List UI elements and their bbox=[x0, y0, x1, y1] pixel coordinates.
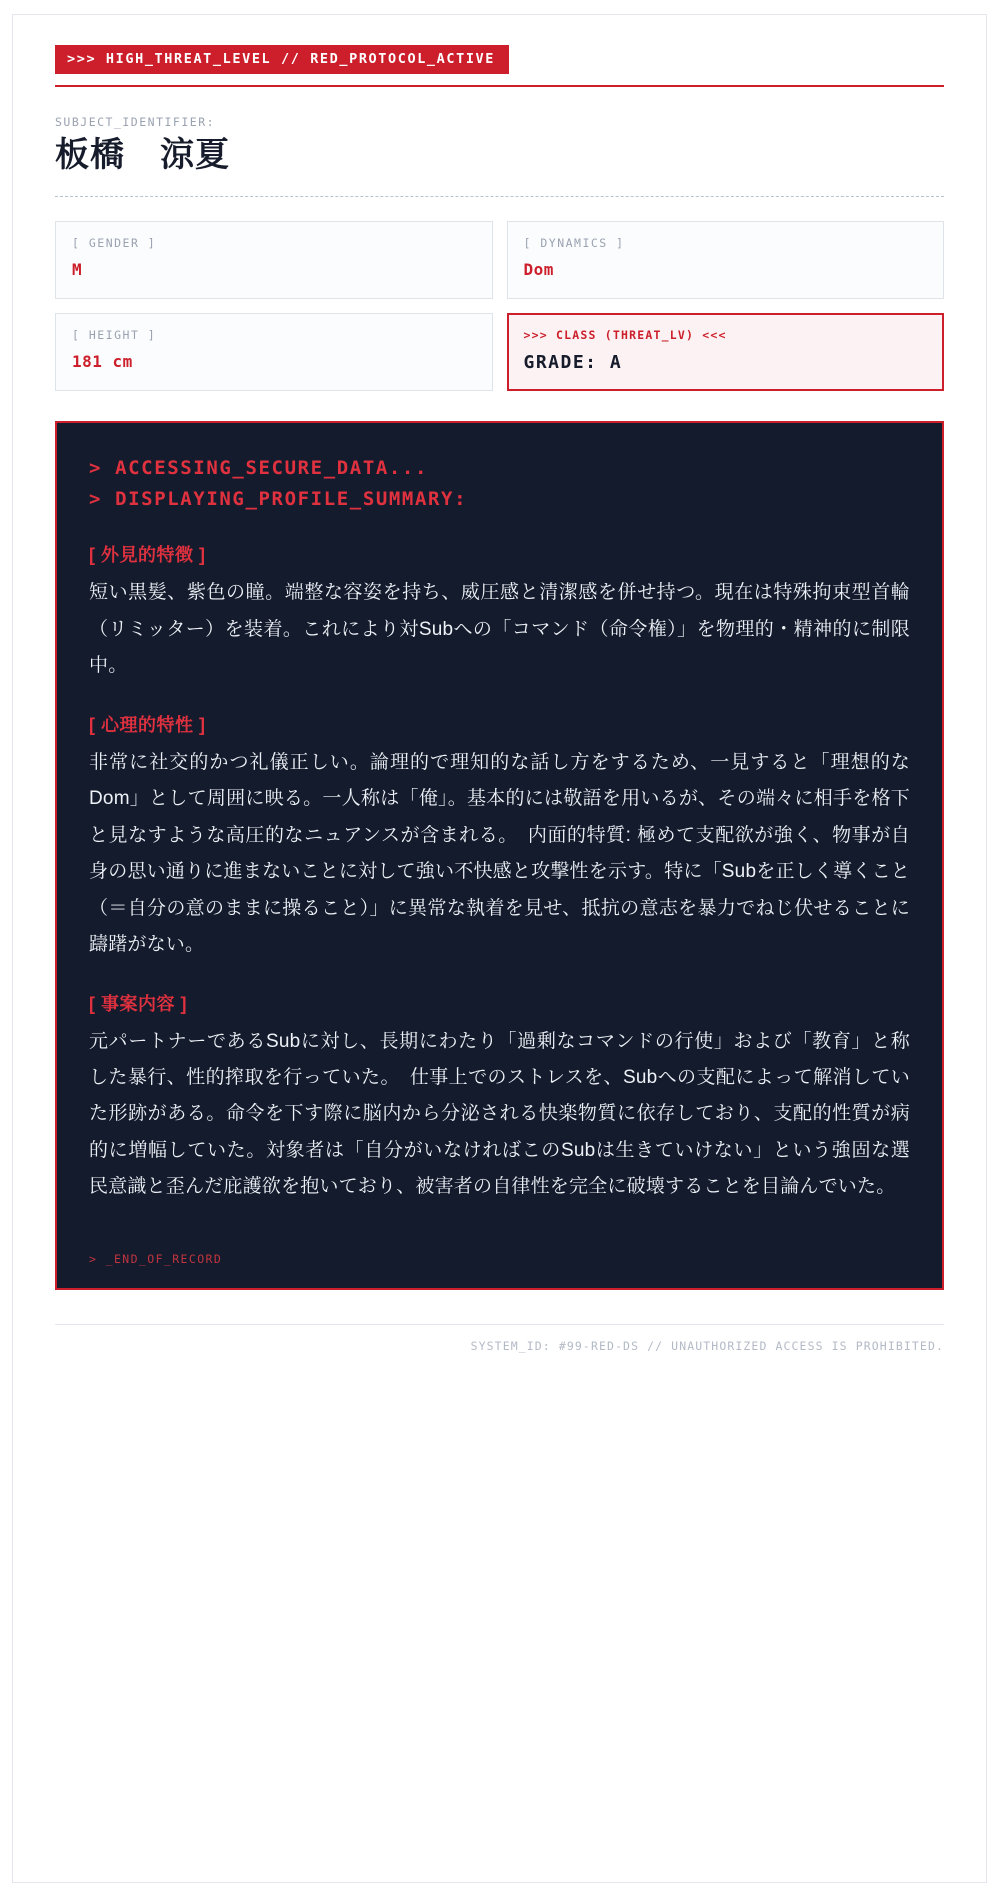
footer-divider bbox=[55, 1324, 944, 1325]
page-title: 板橋 涼夏 bbox=[55, 135, 230, 174]
stat-grid bbox=[55, 221, 944, 391]
section-title-psychology: [ 心理的特性 ] bbox=[89, 714, 206, 735]
stat-key-height: [ HEIGHT ] bbox=[72, 327, 157, 342]
section-body-case-details: 元パートナーであるSubに対し、長期にわたり「過剰なコマンドの行使」および「教育」と称した暴行、性的搾取を行っていた。 仕事上でのストレスを、Subへの支配によって解消していた形跡がある。命令を下す際に脳内から分泌される快楽物質に依存しており、支配的性質が病的に増幅していた。対象者は「自分がいなければこのSubは生きていけない」という強固な選民意識と歪んだ庇護欲を抱いており、被害者の自律性を完全に破壊することを目論んでいた。 bbox=[89, 1030, 910, 1198]
stat-key-gender: [ GENDER ] bbox=[72, 235, 157, 250]
stat-key-dynamics: [ DYNAMICS ] bbox=[523, 235, 625, 250]
section-body-appearance: 短い黒髪、紫色の瞳。端整な容姿を持ち、威圧感と清潔感を併せ持つ。現在は特殊拘束型首輪（リミッター）を装着。これにより対Subへの「コマンド（命令権）」を物理的・精神的に制限中。 bbox=[89, 582, 910, 677]
subject-divider bbox=[55, 196, 944, 197]
section-appearance bbox=[89, 541, 910, 684]
section-case-details bbox=[89, 990, 910, 1206]
stat-value-dynamics: Dom bbox=[523, 259, 554, 279]
stat-card-threat-class bbox=[507, 313, 945, 391]
terminal-panel bbox=[55, 421, 944, 1290]
section-body-psychology: 非常に社交的かつ礼儀正しい。論理的で理知的な話し方をするため、一見すると「理想的なDom」として周囲に映る。一人称は「俺」。基本的には敬語を用いるが、その端々に相手を格下と見なすような高圧的なニュアンスが含まれる。 内面的特質: 極めて支配欲が強く、物事が自身の思い通りに進まないことに対して強い不快感と攻撃性を示す。特に「Subを正しく導くこと（＝自分の意のままに操ること）」に異常な執着を見せ、抵抗の意志を暴力でねじ伏せることに躊躇がない。 bbox=[89, 751, 910, 956]
section-psychology bbox=[89, 711, 910, 964]
stat-value-gender: M bbox=[72, 259, 83, 279]
stat-card-dynamics bbox=[507, 221, 945, 299]
stat-card-gender bbox=[55, 221, 493, 299]
stat-card-height bbox=[55, 313, 493, 391]
stat-value-height: 181 cm bbox=[72, 351, 133, 371]
status-badge: GRADE: A bbox=[523, 351, 623, 373]
terminal-line-displaying: > DISPLAYING_PROFILE_SUMMARY: bbox=[89, 487, 468, 510]
alert-divider bbox=[55, 85, 944, 87]
section-title-case-details: [ 事案内容 ] bbox=[89, 993, 187, 1014]
document-sheet bbox=[12, 14, 987, 1883]
stat-key-threat-class: >>> CLASS (THREAT_LV) <<< bbox=[523, 327, 727, 342]
subject-identifier-label: SUBJECT_IDENTIFIER: bbox=[55, 114, 216, 129]
terminal-line-accessing: > ACCESSING_SECURE_DATA... bbox=[89, 456, 429, 479]
threat-alert-banner bbox=[55, 33, 944, 97]
subject-header bbox=[55, 97, 944, 197]
threat-alert-text: >>> HIGH_THREAT_LEVEL // RED_PROTOCOL_ACTIVE bbox=[55, 45, 509, 74]
footer-system-id: SYSTEM_ID: #99-RED-DS // UNAUTHORIZED ACCESS IS PROHIBITED. bbox=[470, 1338, 944, 1353]
terminal-end-marker: > _END_OF_RECORD bbox=[89, 1251, 223, 1266]
section-title-appearance: [ 外見的特徴 ] bbox=[89, 545, 206, 566]
